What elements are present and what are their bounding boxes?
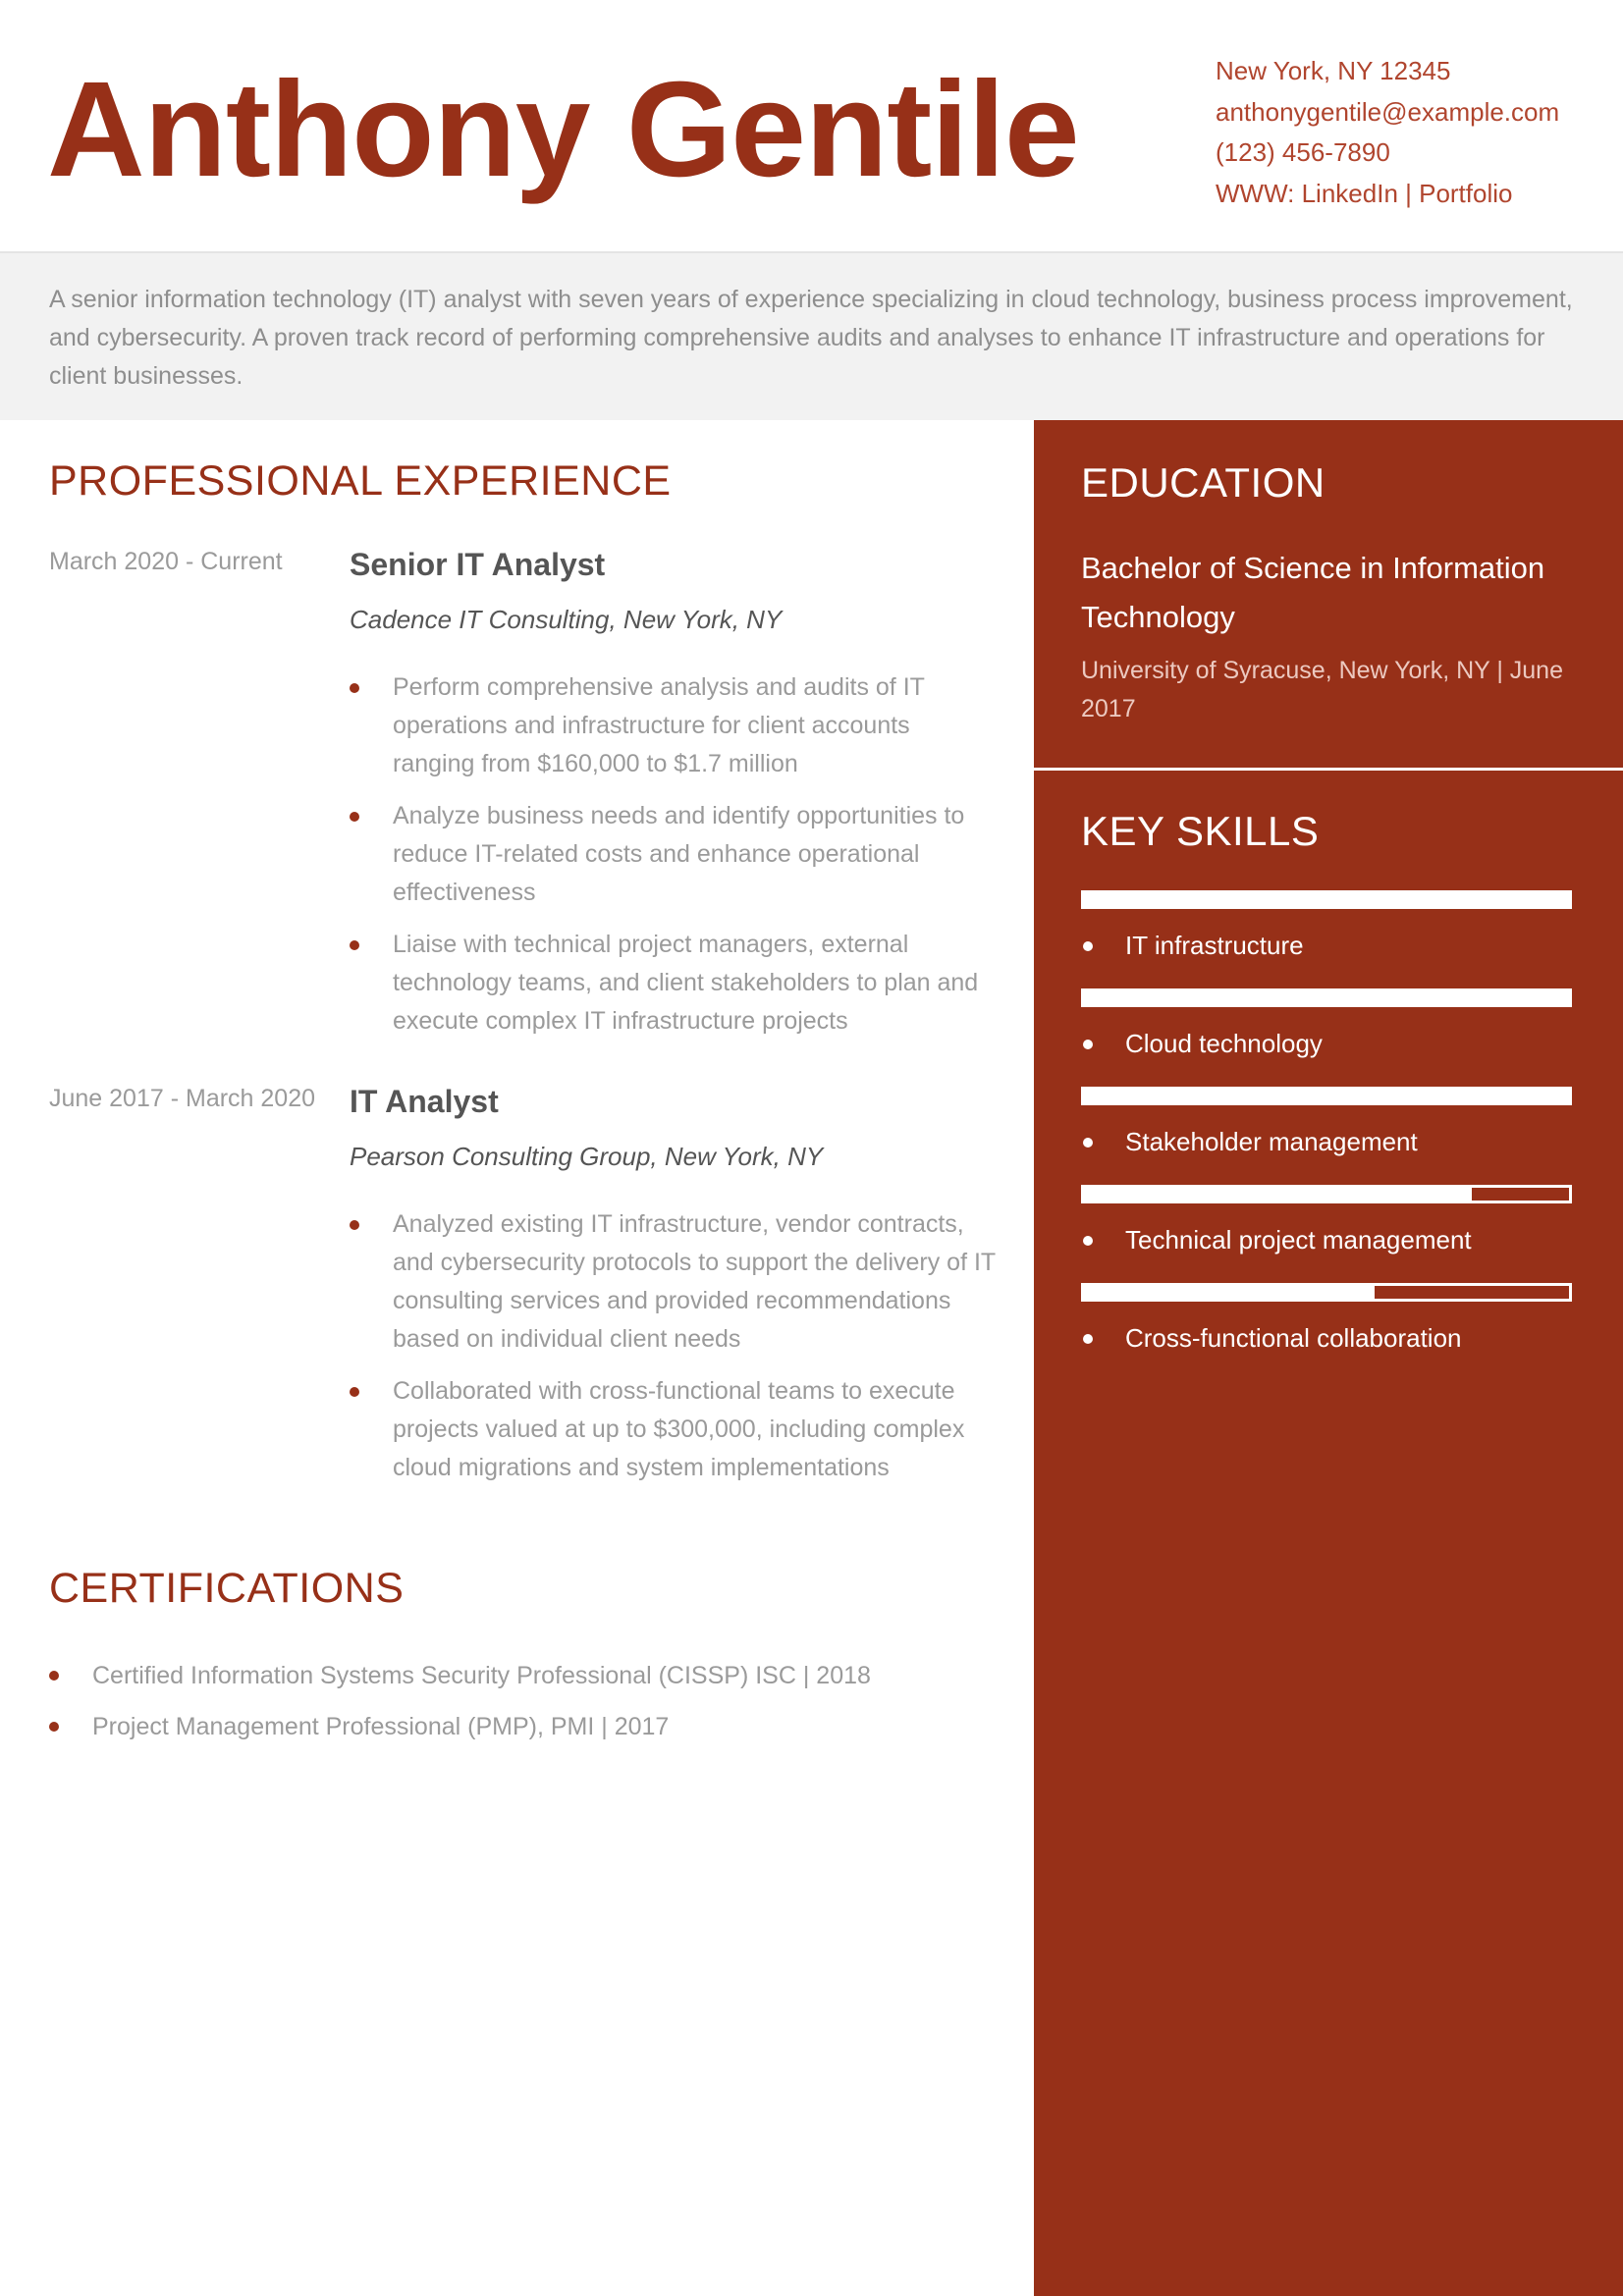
job-bullet: Analyze business needs and identify opportunities to reduce IT-related costs and enhance operational effectiveness: [350, 797, 998, 912]
bullet-dot-icon: [350, 812, 359, 822]
sidebar-divider: [1034, 768, 1623, 771]
skill-label: Cross-functional collaboration: [1125, 1323, 1462, 1353]
experience-heading: PROFESSIONAL EXPERIENCE: [49, 457, 672, 505]
job-bullets: [350, 1205, 998, 1501]
job-bullet: Collaborated with cross-functional teams to execute projects valued at up to $300,000, including complex cloud migrations and system implementations: [350, 1372, 998, 1487]
certifications-heading: CERTIFICATIONS: [49, 1565, 405, 1612]
skill-level-fill: [1084, 1090, 1569, 1102]
contact-email[interactable]: anthonygentile@example.com: [1216, 96, 1560, 127]
skill-level-bar: [1081, 1087, 1572, 1105]
education-degree: Bachelor of Science in Information Technology: [1081, 551, 1545, 634]
job-title: Senior IT Analyst: [350, 547, 606, 582]
contact-location: New York, NY 12345: [1216, 56, 1451, 85]
bullet-dot-icon: [350, 1387, 359, 1397]
certification-item: Project Management Professional (PMP), PMI | 2017: [49, 1701, 992, 1752]
summary-band: [0, 251, 1623, 420]
job-company: Pearson Consulting Group, New York, NY: [350, 1142, 824, 1171]
education-heading: EDUCATION: [1081, 459, 1325, 506]
bullet-dot-icon: [350, 683, 359, 693]
job-title: IT Analyst: [350, 1084, 499, 1119]
skill-level-bar: [1081, 1283, 1572, 1302]
skill-level-fill: [1084, 1188, 1472, 1201]
sidebar: [1034, 420, 1623, 2296]
job-dates: March 2020 - Current: [49, 548, 283, 575]
professional-summary: A senior information technology (IT) analyst with seven years of experience specializing in cloud technology, business process improvement, and cybersecurity. A proven track record of performing comprehensive audits and analyses to enhance IT infrastructure and operations for client businesses.: [49, 286, 1573, 390]
skill-label: IT infrastructure: [1125, 931, 1304, 960]
skill-level-fill: [1084, 893, 1569, 906]
candidate-name: Anthony Gentile: [47, 54, 1079, 205]
skill-level-bar: [1081, 988, 1572, 1007]
job-bullets: [350, 668, 998, 1054]
contact-block: [1216, 51, 1559, 214]
skill-level-bar: [1081, 890, 1572, 909]
bullet-dot-icon: [49, 1722, 59, 1732]
contact-web-links[interactable]: WWW: LinkedIn | Portfolio: [1216, 178, 1513, 208]
contact-phone[interactable]: (123) 456-7890: [1216, 137, 1390, 167]
skill-level-bar: [1081, 1185, 1572, 1203]
bullet-dot-icon: [350, 1220, 359, 1230]
skill-label: Technical project management: [1125, 1225, 1472, 1255]
certifications-list: [49, 1650, 992, 1752]
certification-item: Certified Information Systems Security Professional (CISSP) ISC | 2018: [49, 1650, 992, 1701]
job-bullet: Perform comprehensive analysis and audits of IT operations and infrastructure for client accounts ranging from $160,000 to $1.7 million: [350, 668, 998, 783]
education-school: University of Syracuse, New York, NY | June 2017: [1081, 657, 1563, 722]
resume-header: [0, 0, 1623, 251]
job-dates: June 2017 - March 2020: [49, 1085, 316, 1112]
skill-level-fill: [1084, 991, 1569, 1004]
job-bullet: Analyzed existing IT infrastructure, vendor contracts, and cybersecurity protocols to support the delivery of IT consulting services and provided recommendations based on individual client needs: [350, 1205, 998, 1359]
bullet-dot-icon: [49, 1671, 59, 1681]
skills-heading: KEY SKILLS: [1081, 808, 1320, 854]
skill-label: Stakeholder management: [1125, 1127, 1418, 1156]
skill-label: Cloud technology: [1125, 1029, 1323, 1058]
job-bullet: Liaise with technical project managers, external technology teams, and client stakeholders to plan and execute complex IT infrastructure projects: [350, 926, 998, 1041]
skill-level-fill: [1084, 1286, 1375, 1299]
bullet-dot-icon: [350, 940, 359, 950]
job-company: Cadence IT Consulting, New York, NY: [350, 605, 783, 634]
